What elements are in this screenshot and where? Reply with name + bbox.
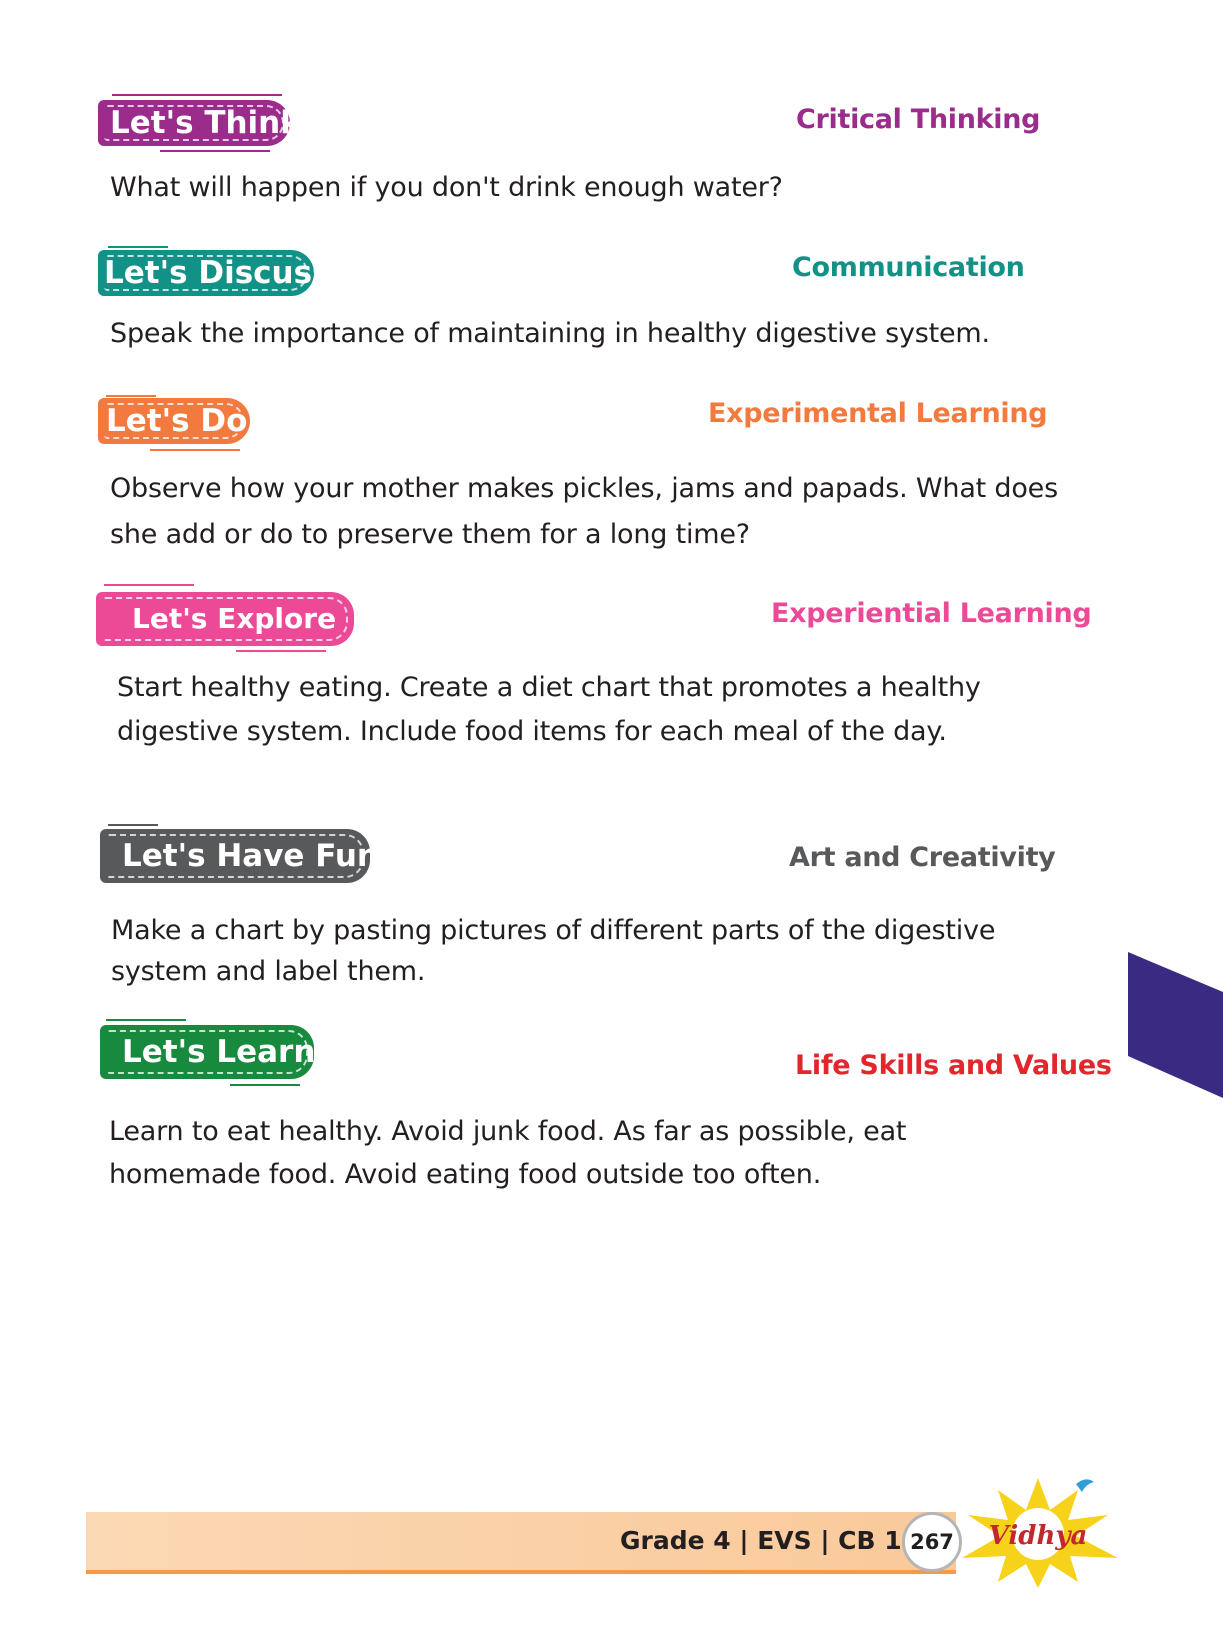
skill-label: Critical Thinking	[796, 104, 1041, 135]
tag-decoration	[112, 94, 282, 96]
skill-label: Experiential Learning	[771, 598, 1092, 629]
tag-decoration	[104, 584, 194, 586]
footer-label: Grade 4 | EVS | CB 1	[620, 1526, 902, 1555]
tag-lets-learn: Let's Learn	[100, 1025, 314, 1079]
skill-label: Life Skills and Values	[795, 1050, 1112, 1081]
text-line: Start healthy eating. Create a diet chart that promotes a healthy	[117, 672, 981, 703]
tag-lets-think: Let's Think	[98, 100, 290, 146]
activity-text	[110, 466, 1058, 558]
text-line: homemade food. Avoid eating food outside too often.	[109, 1159, 822, 1190]
activity-text	[110, 311, 990, 357]
activity-text	[111, 910, 995, 992]
tag-decoration	[108, 246, 168, 248]
text-line: Observe how your mother makes pickles, jams and papads. What does	[110, 473, 1058, 504]
tag-decoration	[106, 395, 156, 397]
tag-lets-discuss: Let's Discuss	[98, 250, 314, 296]
tag-decoration	[150, 449, 240, 451]
side-tab	[1128, 952, 1223, 1098]
tag-decoration	[230, 1084, 300, 1086]
tag-lets-explore: Let's Explore	[96, 592, 354, 646]
tag-decoration	[160, 150, 270, 152]
text-line: system and label them.	[111, 956, 426, 987]
vidhya-logo	[958, 1470, 1128, 1590]
text-line: Make a chart by pasting pictures of different parts of the digestive	[111, 915, 996, 946]
tag-lets-do: Let's Do	[98, 398, 250, 444]
text-line: digestive system. Include food items for each meal of the day.	[117, 716, 947, 747]
tag-decoration	[236, 650, 326, 652]
activity-text	[110, 165, 783, 211]
svg-text:Vidhya: Vidhya	[988, 1521, 1088, 1551]
text-line: Speak the importance of maintaining in healthy digestive system.	[110, 318, 990, 349]
tag-lets-have-fun: Let's Have Fun	[100, 829, 370, 883]
tag-decoration	[108, 824, 158, 826]
skill-label: Experimental Learning	[708, 398, 1048, 429]
activity-text	[109, 1110, 906, 1196]
text-line: What will happen if you don't drink enough water?	[110, 172, 783, 203]
text-line: Learn to eat healthy. Avoid junk food. As far as possible, eat	[109, 1116, 907, 1147]
bird-icon	[1076, 1479, 1094, 1492]
text-line: she add or do to preserve them for a long time?	[110, 519, 750, 550]
tag-decoration	[106, 1019, 186, 1021]
skill-label: Art and Creativity	[789, 842, 1056, 873]
skill-label: Communication	[792, 252, 1025, 283]
activity-text	[117, 666, 981, 754]
page-number: 267	[902, 1512, 962, 1572]
